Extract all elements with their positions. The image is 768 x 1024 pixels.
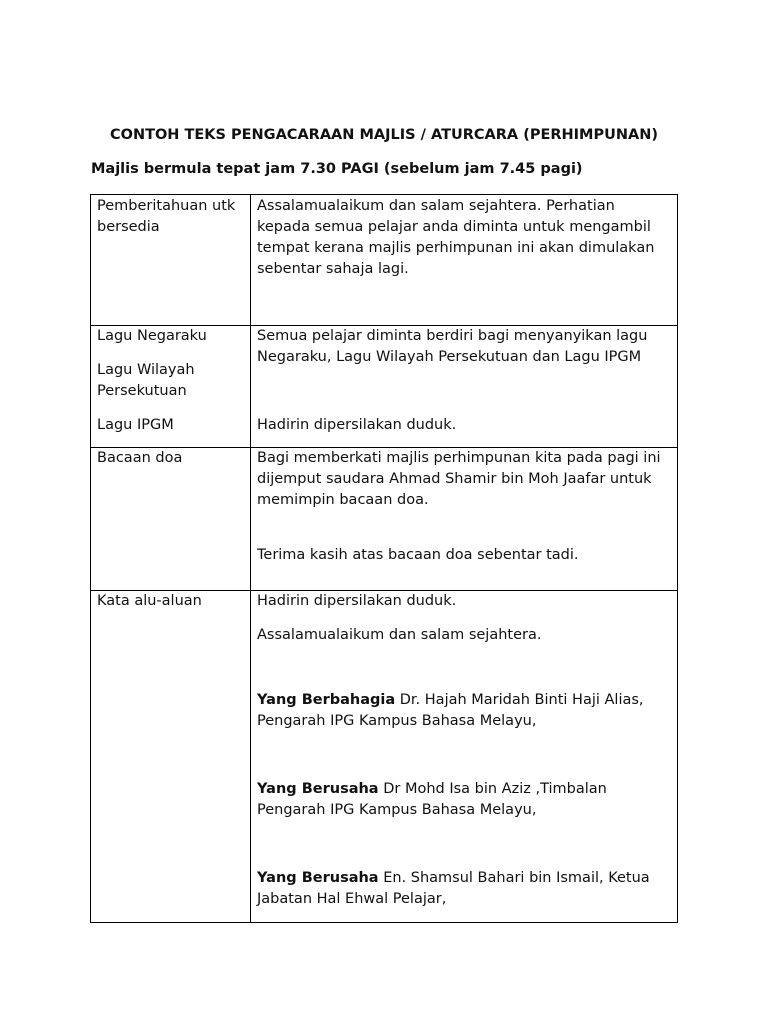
- agenda-item-label: Lagu Wilayah Persekutuan: [97, 362, 195, 399]
- agenda-item-cell: [91, 326, 251, 448]
- script-text-cell: [251, 448, 678, 591]
- honorific: Yang Berusaha: [257, 870, 379, 886]
- script-text-cell: [251, 195, 678, 326]
- greeting-text: En. Shamsul Bahari bin Ismail, Ketua Jabatan Hal Ehwal Pelajar,: [257, 870, 650, 907]
- script-paragraph: Assalamualaikum dan salam sejahtera.: [257, 627, 542, 643]
- agenda-item-label: Lagu Negaraku: [97, 328, 207, 344]
- agenda-item-cell: [91, 448, 251, 591]
- greeting-text: Dr. Hajah Maridah Binti Haji Alias, Pengarah IPG Kampus Bahasa Melayu,: [257, 692, 644, 729]
- script-paragraph: Hadirin dipersilakan duduk.: [257, 417, 457, 433]
- table-row: [91, 326, 678, 448]
- script-paragraph: Semua pelajar diminta berdiri bagi menyanyikan lagu Negaraku, Lagu Wilayah Persekutuan dan Lagu IPGM: [257, 328, 648, 365]
- agenda-item-label: Bacaan doa: [97, 450, 183, 466]
- agenda-item-label: Kata alu-aluan: [97, 593, 202, 609]
- table-row: [91, 591, 678, 923]
- script-paragraph: Bagi memberkati majlis perhimpunan kita pada pagi ini dijemput saudara Ahmad Shamir bin Moh Jaafar untuk memimpin bacaan doa.: [257, 450, 661, 508]
- greeting-paragraph: [257, 690, 671, 732]
- honorific: Yang Berusaha: [257, 781, 379, 797]
- document-title: CONTOH TEKS PENGACARAAN MAJLIS / ATURCARA (PERHIMPUNAN): [109, 127, 659, 143]
- table-row: [91, 195, 678, 326]
- script-paragraph: Hadirin dipersilakan duduk.: [257, 593, 457, 609]
- agenda-item-label: Lagu IPGM: [97, 417, 174, 433]
- agenda-item-cell: [91, 195, 251, 326]
- agenda-item-cell: [91, 591, 251, 923]
- document-subtitle: Majlis bermula tepat jam 7.30 PAGI (sebelum jam 7.45 pagi): [91, 161, 583, 177]
- honorific: Yang Berbahagia: [257, 692, 396, 708]
- script-text-cell: [251, 326, 678, 448]
- script-text-cell: [251, 591, 678, 923]
- greeting-text: Dr Mohd Isa bin Aziz ,Timbalan Pengarah IPG Kampus Bahasa Melayu,: [257, 781, 607, 818]
- agenda-item-label: Pemberitahuan utk bersedia: [97, 198, 236, 235]
- programme-table: [90, 194, 678, 923]
- script-paragraph: Terima kasih atas bacaan doa sebentar tadi.: [257, 547, 579, 563]
- table-row: [91, 448, 678, 591]
- greeting-paragraph: [257, 868, 671, 910]
- greeting-paragraph: [257, 779, 671, 821]
- script-paragraph: Assalamualaikum dan salam sejahtera. Perhatian kepada semua pelajar anda diminta untuk mengambil tempat kerana majlis perhimpunan ini akan dimulakan sebentar sahaja lagi.: [257, 198, 655, 277]
